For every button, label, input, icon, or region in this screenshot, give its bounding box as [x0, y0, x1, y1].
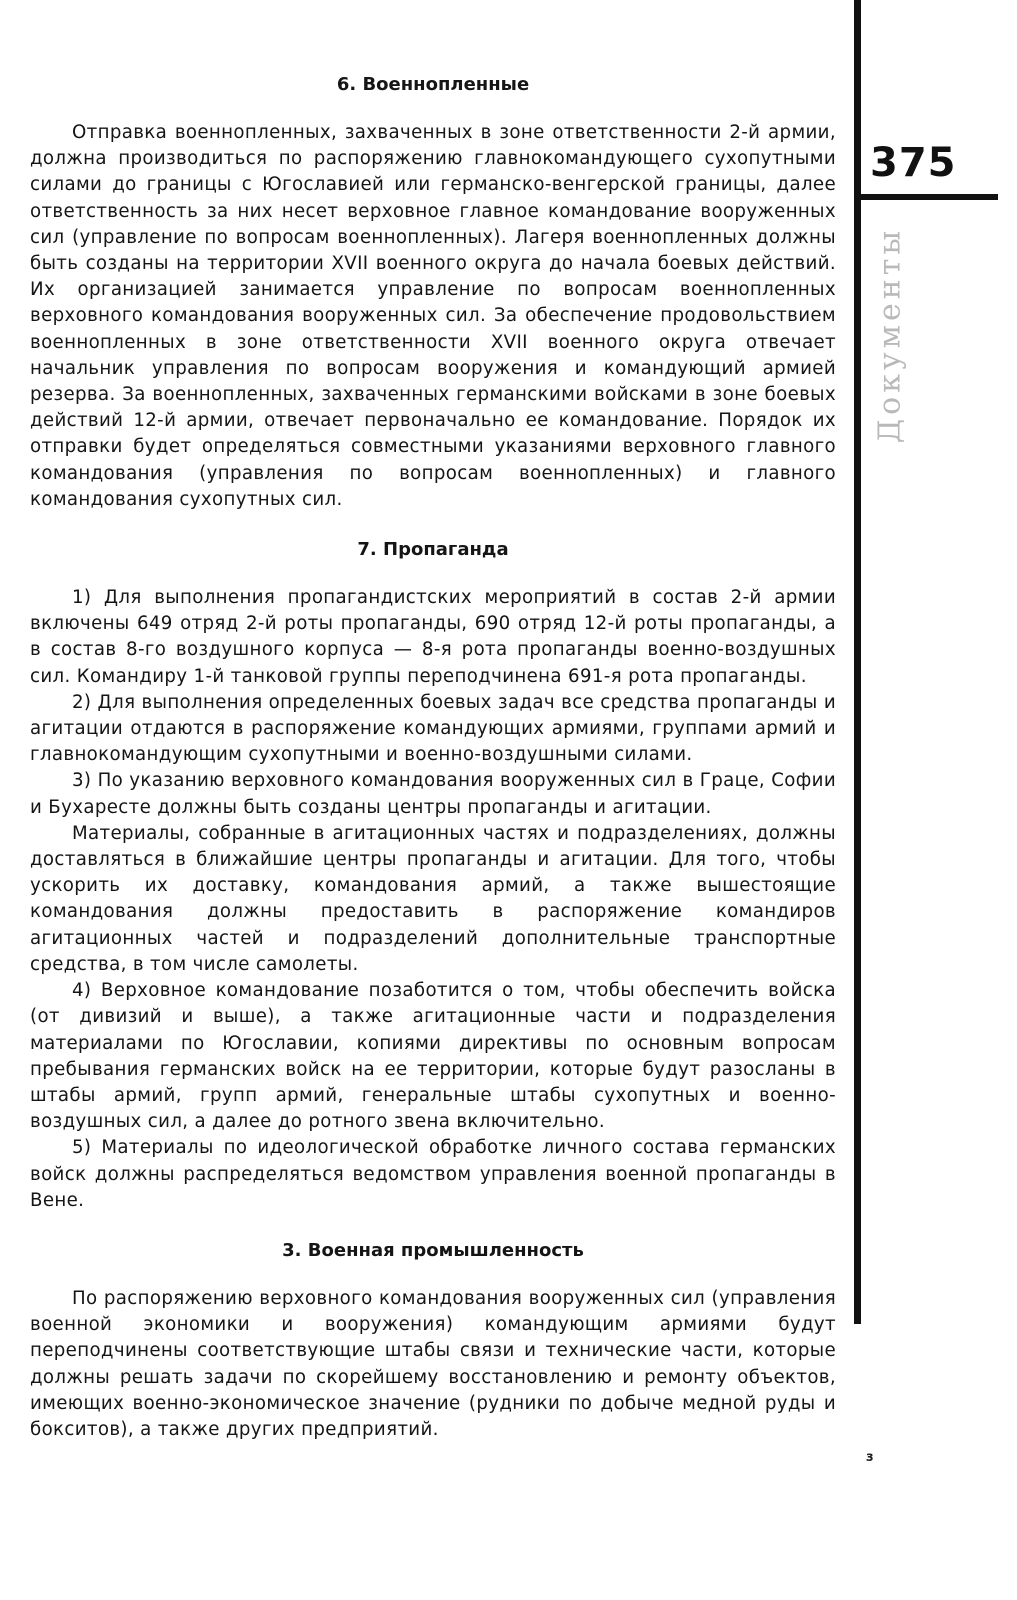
paragraph: 2) Для выполнения определенных боевых задач все средства пропаганды и агитации отдаются в распоряжение командующих армиями, группами армий и главнокомандующим сухопутными и военно-воздушными силами. [30, 691, 836, 766]
paragraph: 3) По указанию верховного командования вооруженных сил в Граце, Софии и Бухаресте должны быть созданы центры пропаганды и агитации. [30, 770, 836, 818]
side-section-label [870, 215, 910, 455]
section-heading-propaganda: 7. Пропаганда [357, 539, 509, 561]
section-heading-war-industry: 3. Военная промышленность [282, 1239, 584, 1261]
side-section-label-text: Документы [872, 226, 908, 444]
page-number-rule [858, 194, 998, 200]
paragraph: Отправка военнопленных, захваченных в зоне ответственности 2-й армии, должна производиться по распоряжению главнокомандующего сухопутными силами до границы с Югославией или германско-венгерской границы, далее ответственность за них несет верховное главное командование вооруженных сил (управление по вопросам военнопленных). Лагеря военнопленных должны быть созданы на территории XVII военного округа до начала боевых действий. Их организацией занимается управление по вопросам военнопленных верховного командования вооруженных сил. За обеспечение продовольствием военнопленных в зоне ответственности XVII военного округа отвечает начальник управления по вопросам вооружения и командующий армией резерва. За военнопленных, захваченных германскими войсками в зоне боевых действий 12-й армии, отвечает первоначально ее командование. Порядок их отправки будет определяться совместными указаниями верховного главного командования (управления по вопросам военнопленных) и главного командования сухопутных сил. [30, 122, 836, 510]
margin-mark: з [866, 1450, 874, 1465]
paragraph: Материалы, собранные в агитационных частях и подразделениях, должны доставляться в ближайшие центры пропаганды и агитации. Для того, чтобы ускорить их доставку, командования армий, а также вышестоящие командования должны предоставить в распоряжение командиров агитационных частей и подразделений дополнительные транспортные средства, в том числе самолеты. [30, 822, 836, 975]
paragraph: 5) Материалы по идеологической обработке личного состава германских войск должны распределяться ведомством управления военной пропаганды в Вене. [30, 1137, 836, 1211]
page-number: 375 [870, 140, 957, 186]
paragraph: 1) Для выполнения пропагандистских мероприятий в состав 2-й армии включены 649 отряд 2-й роты пропаганды, 690 отряд 12-й роты пропаганды, а в состав 8-го воздушного корпуса — 8-я рота пропаганды военно-воздушных сил. Командиру 1-й танковой группы переподчинена 691-я рота пропаганды. [30, 587, 836, 687]
paragraph: 4) Верховное командование позаботится о том, чтобы обеспечить войска (от дивизий и выше), а также агитационные части и подразделения материалами по Югославии, копиями директивы по основным вопросам пребывания германских войск на ее территории, которые будут разосланы в штабы армий, групп армий, генеральные штабы сухопутных и военно-воздушных сил, а далее до ротного звена включительно. [30, 980, 836, 1133]
section-heading-prisoners: 6. Военнопленные [336, 74, 530, 95]
paragraph: По распоряжению верховного командования вооруженных сил (управления военной экономики и вооружения) командующим армиями будут переподчинены соответствующие штабы связи и технические части, которые должны решать задачи по скорейшему восстановлению и ремонту объектов, имеющих военно-экономическое значение (рудники по добыче медной руды и бокситов), а также других предприятий. [30, 1287, 836, 1440]
page-body [30, 72, 836, 1443]
